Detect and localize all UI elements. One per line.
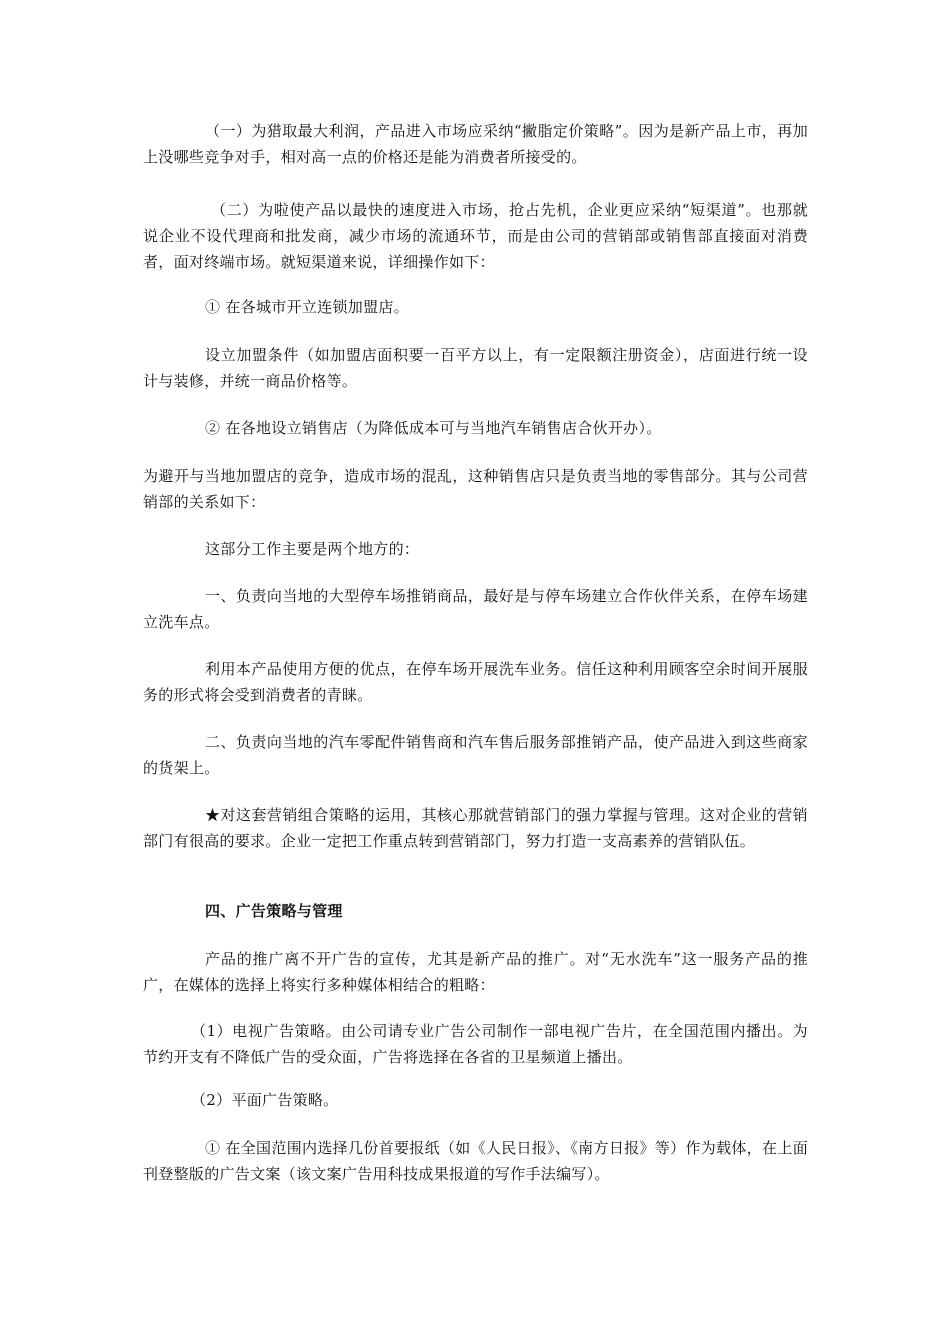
paragraph-short-channel: （二）为啦使产品以最快的速度进入市场，抢占先机，企业更应采纳“短渠道”。也那就说企业不设代理商和批发商，减少市场的流通环节，而是由公司的营销部或销售部直接面对消费者，面对终端市场。就短渠道来说，详细操作如下： bbox=[143, 201, 808, 271]
paragraph-work-areas: 这部分工作主要是两个地方的： bbox=[205, 540, 420, 558]
paragraph-franchise-conditions: 设立加盟条件（如加盟店面积要一百平方以上，有一定限额注册资金），店面进行统一设计与装修，并统一商品价格等。 bbox=[143, 346, 808, 390]
paragraph-pricing-strategy: （一）为猎取最大利润，产品进入市场应采纳“撇脂定价策略”。因为是新产品上市，再加上没哪些竞争对手，相对高一点的价格还是能为消费者所接受的。 bbox=[143, 122, 808, 166]
paragraph-marketing-core: ★对这套营销组合策略的运用，其核心那就营销部门的强力掌握与管理。这对企业的营销部门有很高的要求。企业一定把工作重点转到营销部门，努力打造一支高素养的营销队伍。 bbox=[143, 806, 808, 850]
paragraph-tv-ad: （1）电视广告策略。由公司请专业广告公司制作一部电视广告片，在全国范围内播出。为节约开支有不降低广告的受众面，广告将选择在各省的卫星频道上播出。 bbox=[143, 1022, 808, 1066]
paragraph-parts-dealers: 二、负责向当地的汽车零配件销售商和汽车售后服务部推销产品，使产品进入到这些商家的货架上。 bbox=[143, 733, 808, 777]
paragraph-print-ad: （2）平面广告策略。 bbox=[191, 1091, 339, 1109]
paragraph-parking-lots: 一、负责向当地的大型停车场推销商品，最好是与停车场建立合作伙伴关系，在停车场建立洗车点。 bbox=[143, 587, 808, 631]
paragraph-avoid-competition: 为避开与当地加盟店的竞争，造成市场的混乱，这种销售店只是负责当地的零售部分。其与公司营销部的关系如下： bbox=[143, 467, 808, 511]
section-heading-advertising: 四、广告策略与管理 bbox=[205, 902, 343, 920]
paragraph-ad-intro: 产品的推广离不开广告的宣传，尤其是新产品的推广。对“无水洗车”这一服务产品的推广，在媒体的选择上将实行多种媒体相结合的粗略： bbox=[143, 950, 808, 994]
paragraph-car-wash-service: 利用本产品使用方便的优点，在停车场开展洗车业务。信任这种利用顾客空余时间开展服务的形式将会受到消费者的青睐。 bbox=[143, 660, 808, 704]
paragraph-sales-stores: ② 在各地设立销售店（为降低成本可与当地汽车销售店合伙开办）。 bbox=[205, 419, 662, 437]
paragraph-franchise-stores: ① 在各城市开立连锁加盟店。 bbox=[205, 298, 409, 316]
paragraph-newspapers: ① 在全国范围内选择几份首要报纸（如《人民日报》、《南方日报》等）作为载体，在上面刊登整版的广告文案（该文案广告用科技成果报道的写作手法编写）。 bbox=[143, 1139, 808, 1183]
